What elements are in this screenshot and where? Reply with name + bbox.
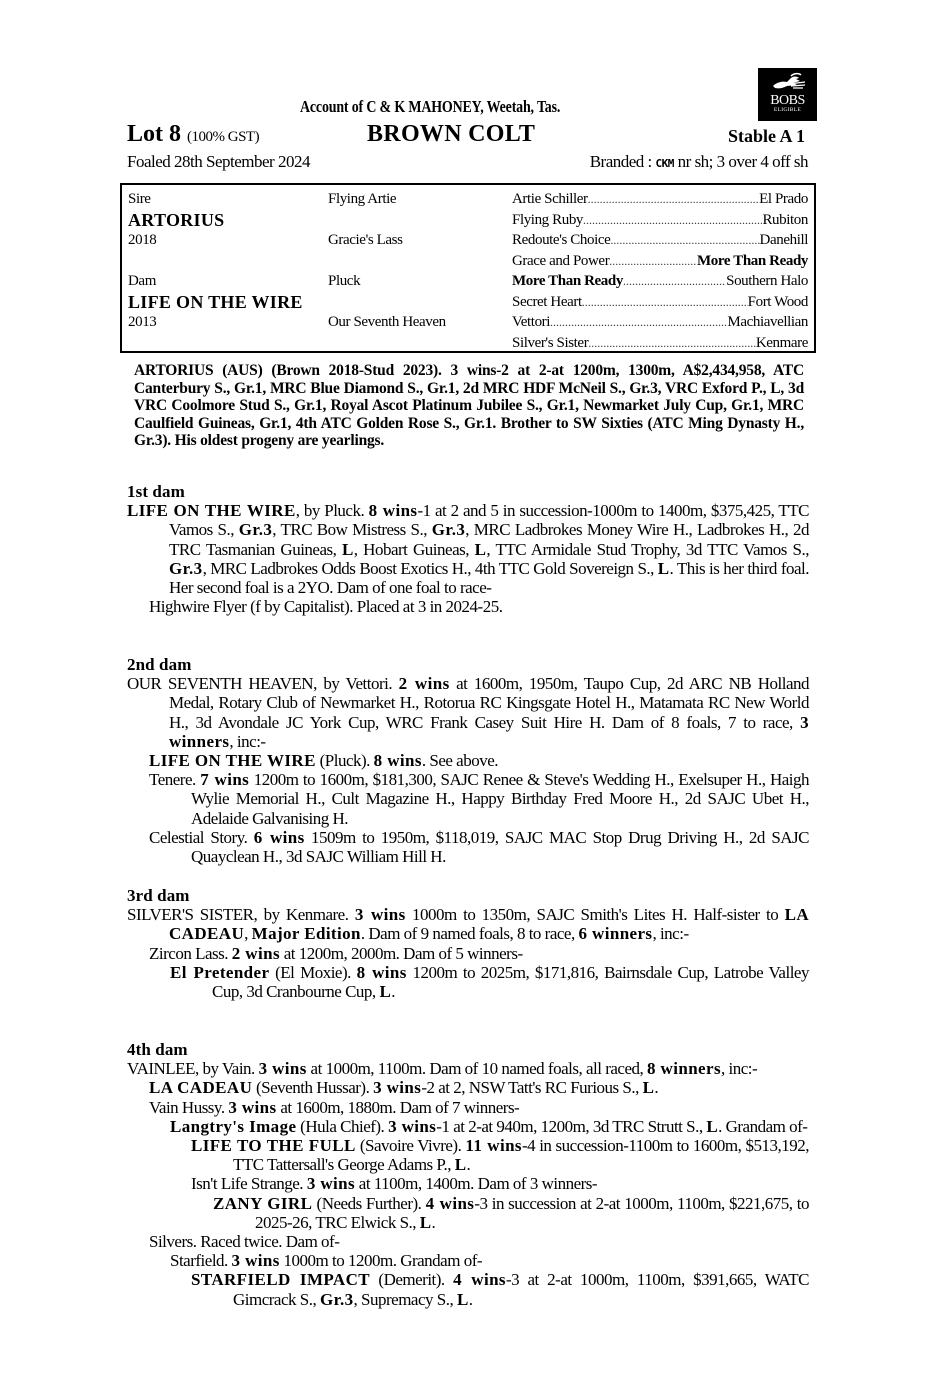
stable-location: Stable A 1 (727, 126, 805, 146)
bold-run: 3 wins (306, 1174, 356, 1194)
dam-section-3 (127, 886, 809, 1001)
text-run: VAINLEE, by Vain. (127, 1059, 259, 1079)
bold-run: 3 wins (373, 1078, 422, 1098)
bold-run: LIFE ON THE WIRE (127, 501, 296, 521)
text-run: 1000m to 1350m, SAJC Smith's Lites H. Half-sister to (405, 905, 785, 925)
text-run: , MRC Ladbrokes Money Wire H., Ladbrokes H., 2d TRC Tasmanian Guineas, (169, 520, 809, 559)
bold-run: 4 wins (453, 1270, 506, 1290)
pedigree-entry (127, 944, 809, 963)
logo-text-eligible: ELIGIBLE (773, 107, 802, 113)
text-run: 1200m to 2025m, $171,816, Bairnsdale Cup, Latrobe Valley Cup, 3d Cranbourne Cup, (212, 962, 809, 1002)
ggp-left: Vettori (512, 314, 551, 330)
pedigree-entry (127, 1251, 809, 1270)
lot-line (127, 121, 809, 151)
ggp-left: Silver's Sister (512, 334, 589, 351)
sire-label: Sire (128, 191, 151, 207)
bold-run: 2 wins (398, 674, 450, 694)
ggp-left: Artie Schiller (512, 191, 588, 207)
dam-name: LIFE ON THE WIRE (128, 291, 303, 312)
pedigree-entry (127, 828, 809, 866)
ggp-row (512, 230, 808, 251)
bold-run: STARFIELD IMPACT (191, 1270, 371, 1290)
sire-year: 2018 (128, 232, 157, 248)
pedigree-entry (127, 1232, 809, 1251)
bold-run: LA CADEAU (149, 1078, 253, 1098)
lot-label: Lot 8 (127, 121, 181, 147)
bold-run: L (456, 1289, 469, 1309)
ggp-left: Redoute's Choice (512, 232, 611, 248)
text-run: . (654, 1078, 659, 1098)
bold-run: Langtry's Image (170, 1116, 297, 1136)
text-run: . (431, 1212, 436, 1232)
dam-year: 2013 (128, 314, 157, 330)
text-run: , Supremacy S., (353, 1289, 457, 1309)
ggp-row (512, 189, 808, 210)
bold-run: L (642, 1078, 655, 1098)
text-run: at 1600m, 1880m. Dam of 7 winners- (276, 1097, 520, 1117)
bold-run: Major Edition (251, 924, 361, 944)
text-run: (Seventh Hussar). (252, 1078, 374, 1098)
bold-run: L (379, 982, 392, 1002)
pedigree-entry (127, 1270, 809, 1308)
text-run: , inc:- (720, 1059, 758, 1079)
ggp-right: Southern Halo (726, 273, 808, 289)
pedigree-entry (127, 963, 809, 1001)
text-run: (El Moxie). (269, 962, 357, 982)
ggp-row (512, 292, 808, 313)
pedigree-entry (127, 1078, 809, 1097)
text-run: 1200m to 1600m, $181,300, SAJC Renee & Steve's Wedding H., Exelsuper H., Haigh Wylie Memorial H., Cult Magazine H., Happy Birthday Fred Moore H., 2d SAJC Ubet H., Adelaide Galvanising H. (191, 770, 809, 828)
text-run: -3 at 2-at 1000m, 1100m, $391,665, WATC Gimcrack S., (233, 1270, 809, 1309)
lot-number (127, 121, 259, 148)
horse-head-logo-icon (769, 72, 807, 94)
ggp-right: Kenmare (755, 334, 808, 351)
text-run: -1 at 2 and 5 in succession-1000m to 1400m, $375,425, TTC Vamos S., (169, 501, 809, 540)
text-run: SILVER'S SISTER, by Kenmare. (127, 905, 355, 925)
text-run: , MRC Ladbrokes Odds Boost Exotics H., 4th TTC Gold Sovereign S., (202, 558, 658, 578)
bold-run: Gr.3 (319, 1289, 354, 1309)
pedigree-entry (127, 1194, 809, 1232)
grandsire-paternal: Flying Artie (328, 191, 397, 207)
text-run: . This is her third foal. Her second foal is a 2YO. Dam of one foal to race- (169, 558, 809, 598)
text-run: . See above. (421, 751, 499, 771)
bold-run: L (706, 1116, 719, 1136)
leader-dots (623, 271, 726, 292)
bold-run: 6 wins (253, 827, 305, 847)
dam-section-2 (127, 655, 809, 866)
text-run: -1 at 2-at 940m, 1200m, 3d TRC Strutt S., (436, 1116, 707, 1136)
bold-run: El Pretender (170, 962, 270, 982)
ggp-right: More Than Ready (697, 252, 808, 269)
dam-label: Dam (128, 273, 156, 289)
ggp-right: Fort Wood (747, 293, 808, 310)
pedigree-entry (127, 1174, 809, 1193)
sire-summary: ARTORIUS (AUS) (Brown 2018-Stud 2023). 3 wins-2 at 2-at 1200m, 1300m, A$2,434,958, ATC Canterbury S., Gr.1, MRC Blue Diamond S., Gr.1, 2d MRC HDF McNeil S., Gr.3, VRC Exford P., L, 3d VRC Coolmore Stud S., Gr.1, Royal Ascot Platinum Jubilee S., Gr.1, Newmarket July Cup, Gr.1, MRC Caulfield Guineas, Gr.1, 4th ATC Golden Rose S., Gr.1. Brother to SW Sixties (ATC Ming Dynasty H., Gr.3). His oldest progeny are yearlings. (134, 362, 804, 449)
pedigree-table (120, 183, 816, 353)
ggp-left: Flying Ruby (512, 211, 584, 228)
text-run: . (466, 1155, 471, 1175)
text-run: (Hula Chief). (296, 1116, 389, 1136)
horse-title: BROWN COLT (367, 121, 536, 147)
brand-info (590, 152, 808, 172)
bold-run: LA CADEAU (169, 905, 809, 944)
bold-run: 3 wins (228, 1097, 277, 1117)
text-run: Zircon Lass. (149, 943, 232, 963)
text-run: , inc:- (652, 924, 689, 944)
pedigree-entry (127, 905, 809, 943)
ggp-row (512, 210, 808, 231)
text-run: . Dam of 9 named foals, 8 to race, (360, 924, 579, 944)
text-run: Vain Hussy. (149, 1097, 229, 1117)
dam-section-1 (127, 482, 809, 616)
text-run: . Grandam of- (718, 1116, 808, 1136)
text-run: 1000m to 1200m. Grandam of- (279, 1251, 483, 1271)
ggp-row (512, 271, 808, 292)
leader-dots (588, 189, 759, 210)
ggp-row (512, 251, 808, 272)
bold-run: 8 wins (368, 501, 418, 521)
granddam-paternal: Gracie's Lass (328, 232, 403, 248)
pedigree-entry (127, 1098, 809, 1117)
bold-run: 2 wins (231, 943, 280, 963)
brand-suffix: nr sh; 3 over 4 off sh (673, 152, 808, 171)
pedigree-col-parents (128, 189, 328, 333)
pedigree-entry (127, 1117, 809, 1136)
text-run: (Needs Further). (312, 1193, 426, 1213)
bold-run: L (454, 1155, 467, 1175)
dam-heading: 1st dam (127, 482, 185, 501)
bobs-eligible-logo (758, 68, 817, 121)
pedigree-entry (127, 501, 809, 597)
text-run: , by Pluck. (295, 501, 369, 521)
leader-dots (583, 210, 762, 231)
pedigree-entry (127, 751, 809, 770)
text-run: Starfield. (170, 1251, 232, 1271)
text-run: at 1600m, 1950m, Taupo Cup, 2d ARC NB Holland Medal, Rotary Club of Newmarket H., Rotorua RC Kingsgate Hotel H., Matamata RC New World H., 3d Avondale JC York Cup, WRC Frank Casey Suit Hire H. Dam of 8 foals, 7 to race, (169, 674, 809, 732)
granddam-maternal: Our Seventh Heaven (328, 314, 446, 330)
pedigree-entry (127, 770, 809, 828)
text-run: -3 in succession at 2-at 1000m, 1100m, $221,675, to 2025-26, TRC Elwick S., (255, 1193, 809, 1232)
ggp-left: More Than Ready (512, 273, 623, 289)
text-run: OUR SEVENTH HEAVEN, by Vettori. (127, 674, 399, 694)
text-run: , TTC Armidale Stud Trophy, 3d TTC Vamos S., (486, 539, 809, 559)
text-run: Celestial Story. (149, 827, 254, 847)
leader-dots (610, 230, 759, 251)
pedigree-entry (127, 1136, 809, 1174)
text-run: (Pluck). (315, 751, 374, 771)
text-run: (Demerit). (370, 1270, 454, 1290)
bold-run: ZANY GIRL (213, 1193, 313, 1213)
spacer (328, 292, 508, 313)
sire-name: ARTORIUS (128, 209, 225, 230)
logo-text-bobs: BOBS (770, 93, 805, 108)
grandsire-maternal: Pluck (328, 273, 361, 289)
leader-dots (582, 292, 748, 313)
leader-dots (550, 312, 727, 333)
bold-run: 4 wins (425, 1193, 475, 1213)
pedigree-col-grandparents (328, 189, 508, 333)
bold-run: 8 wins (356, 962, 407, 982)
bold-run: 3 wins (258, 1059, 307, 1079)
dam-heading: 2nd dam (127, 655, 192, 674)
bold-run: 3 wins (231, 1251, 280, 1271)
bold-run: LIFE TO THE FULL (191, 1136, 356, 1156)
spacer (328, 251, 508, 272)
gst-note: (100% GST) (187, 129, 260, 145)
brand-mark: CKM (655, 157, 674, 170)
ggp-right: El Prado (759, 191, 808, 207)
bold-run: L (342, 539, 354, 559)
pedigree-entry (127, 1059, 809, 1078)
ggp-right: Machiavellian (727, 314, 808, 330)
bold-run: 3 wins (354, 905, 406, 925)
text-run: at 1000m, 1100m. Dam of 10 named foals, all raced, (306, 1059, 647, 1079)
text-run: . (468, 1289, 473, 1309)
leader-dots (609, 251, 697, 272)
foaled-date: Foaled 28th September 2024 (127, 152, 310, 171)
text-run: , (244, 924, 252, 944)
ggp-right: Rubiton (762, 211, 808, 228)
bold-run: 8 winners (647, 1059, 721, 1079)
spacer (328, 210, 508, 231)
brand-prefix: Branded : (589, 152, 656, 171)
spacer (128, 251, 328, 272)
ggp-row (512, 312, 808, 333)
ggp-right: Danehill (759, 232, 808, 248)
dam-heading: 3rd dam (127, 886, 190, 905)
text-run: at 1100m, 1400m. Dam of 3 winners- (355, 1174, 598, 1194)
bold-run: L (419, 1212, 432, 1232)
text-run: , inc:- (229, 731, 266, 751)
bold-run: Gr.3 (238, 520, 273, 540)
vendor-line: Account of C & K MAHONEY, Weetah, Tas. (300, 97, 561, 116)
text-run: , TRC Bow Mistress S., (272, 520, 432, 540)
bold-run: L (474, 539, 487, 559)
bold-run: 3 wins (388, 1116, 437, 1136)
bold-run: 8 wins (373, 751, 422, 771)
dam-section-4 (127, 1040, 809, 1309)
bold-run: 6 winners (578, 924, 653, 944)
text-run: Highwire Flyer (f by Capitalist). Placed at 3 in 2024-25. (149, 597, 503, 617)
bold-run: LIFE ON THE WIRE (149, 751, 316, 771)
text-run: (Savoire Vivre). (355, 1136, 466, 1156)
pedigree-entry (127, 674, 809, 751)
text-run: Tenere. (149, 770, 201, 790)
text-run: Isn't Life Strange. (191, 1174, 307, 1194)
bold-run: Gr.3 (169, 558, 203, 578)
text-run: 1509m to 1950m, $118,019, SAJC MAC Stop Drug Driving H., 2d SAJC Quayclean H., 3d SAJC William Hill H. (191, 827, 810, 867)
leader-dots (588, 333, 756, 354)
bold-run: 3 winners (169, 712, 809, 751)
bold-run: L (657, 558, 670, 578)
ggp-row (512, 333, 808, 354)
text-run: . (391, 982, 395, 1002)
text-run: Silvers. Raced twice. Dam of- (149, 1232, 340, 1252)
text-run: , Hobart Guineas, (353, 539, 475, 559)
text-run: at 1200m, 2000m. Dam of 5 winners- (279, 943, 523, 963)
ggp-left: Secret Heart (512, 293, 582, 310)
text-run: -4 in succession-1100m to 1600m, $513,192, TTC Tattersall's George Adams P., (233, 1136, 809, 1175)
text-run: -2 at 2, NSW Tatt's RC Furious S., (421, 1078, 643, 1098)
bold-run: Gr.3 (431, 520, 466, 540)
pedigree-col-great-grandparents (512, 189, 808, 353)
pedigree-entry (127, 597, 809, 616)
dam-heading: 4th dam (127, 1040, 188, 1059)
bold-run: 11 wins (465, 1136, 522, 1156)
ggp-left: Grace and Power (512, 252, 610, 269)
bold-run: 7 wins (200, 770, 250, 790)
